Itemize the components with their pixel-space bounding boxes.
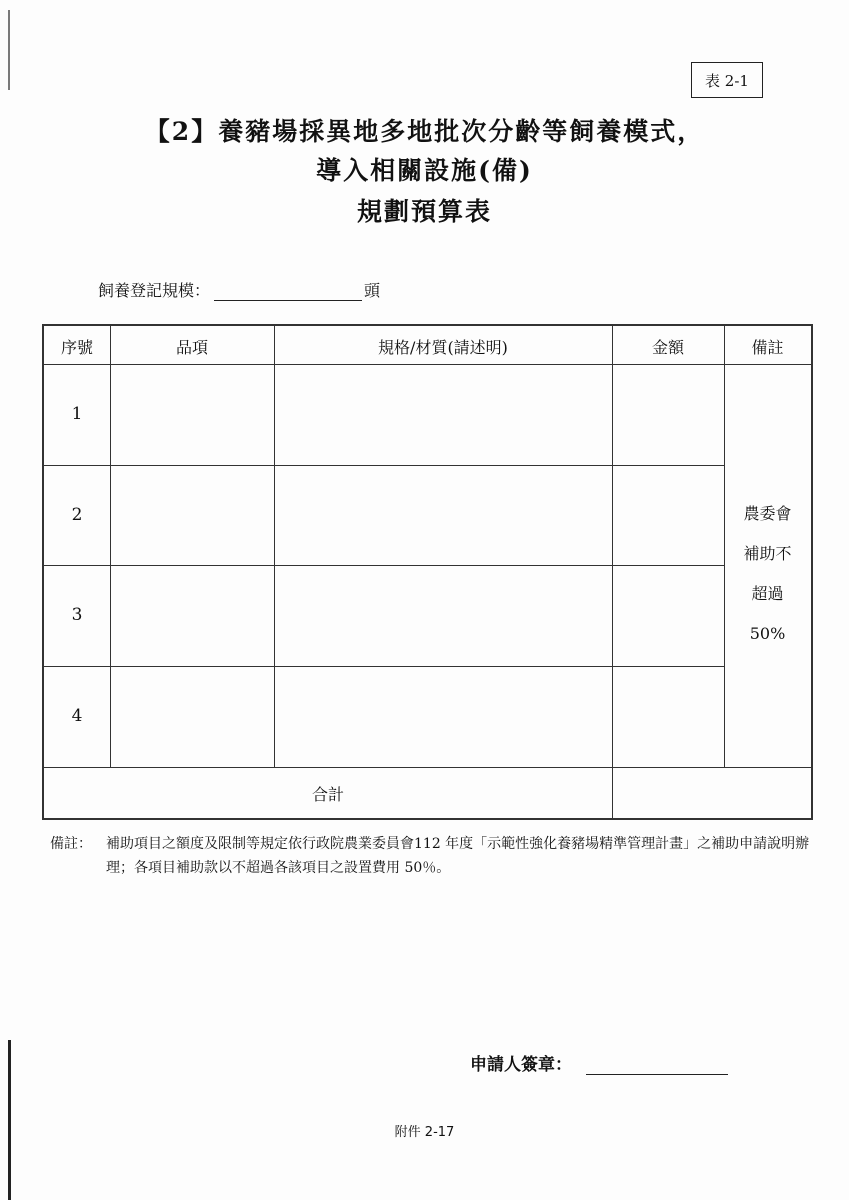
footnote <box>50 832 820 880</box>
applicant-signature-field <box>470 1050 728 1075</box>
remark-subsidy-note <box>724 494 811 654</box>
header-spec: 規格/材質(請述明) <box>378 337 508 357</box>
row-divider-3 <box>44 666 724 667</box>
col-divider-2 <box>274 326 275 767</box>
farming-scale-unit: 頭 <box>364 281 381 300</box>
signature-label: 申請人簽章： <box>470 1055 572 1075</box>
farming-scale-field <box>98 278 380 301</box>
row-number-3: 3 <box>71 605 83 625</box>
scan-edge-mark-bottom <box>8 1040 11 1200</box>
footnote-label: 備註： <box>50 836 92 852</box>
remark-line-4: 50% <box>749 624 786 643</box>
title-line-3: 規劃預算表 <box>356 197 492 226</box>
remark-line-1: 農委會 <box>743 504 792 523</box>
table-number-tag: 表 2-1 <box>691 62 763 98</box>
col-divider-3 <box>612 326 613 818</box>
signature-blank[interactable] <box>586 1054 728 1075</box>
total-label: 合計 <box>311 784 344 804</box>
farming-scale-label: 飼養登記規模： <box>98 281 211 300</box>
remark-line-2: 補助不 <box>743 544 792 563</box>
row-number-4: 4 <box>71 706 83 726</box>
header-item: 品項 <box>175 337 208 357</box>
header-remark: 備註 <box>751 337 784 357</box>
col-divider-1 <box>110 326 111 767</box>
farming-scale-blank[interactable] <box>214 282 362 301</box>
row-divider-1 <box>44 465 724 466</box>
footnote-text: 補助項目之額度及限制等規定依行政院農業委員會112 年度「示範性強化養豬場精準管理計畫」之補助申請說明辦理；各項目補助款以不超過各該項目之設置費用 50％。 <box>106 836 810 876</box>
budget-table <box>42 324 813 820</box>
header-serial: 序號 <box>60 337 93 357</box>
row-divider-2 <box>44 565 724 566</box>
scan-edge-mark-top <box>8 10 10 90</box>
title-line-2: 導入相關設施(備) <box>316 156 533 185</box>
title-line-1: 【2】養豬場採異地多地批次分齡等飼養模式， <box>144 117 705 146</box>
remark-line-3: 超過 <box>751 584 784 603</box>
header-amount: 金額 <box>651 337 684 357</box>
row-number-2: 2 <box>71 505 83 525</box>
page-footer: 附件 2-17 <box>394 1125 455 1140</box>
row-number-1: 1 <box>71 404 83 424</box>
